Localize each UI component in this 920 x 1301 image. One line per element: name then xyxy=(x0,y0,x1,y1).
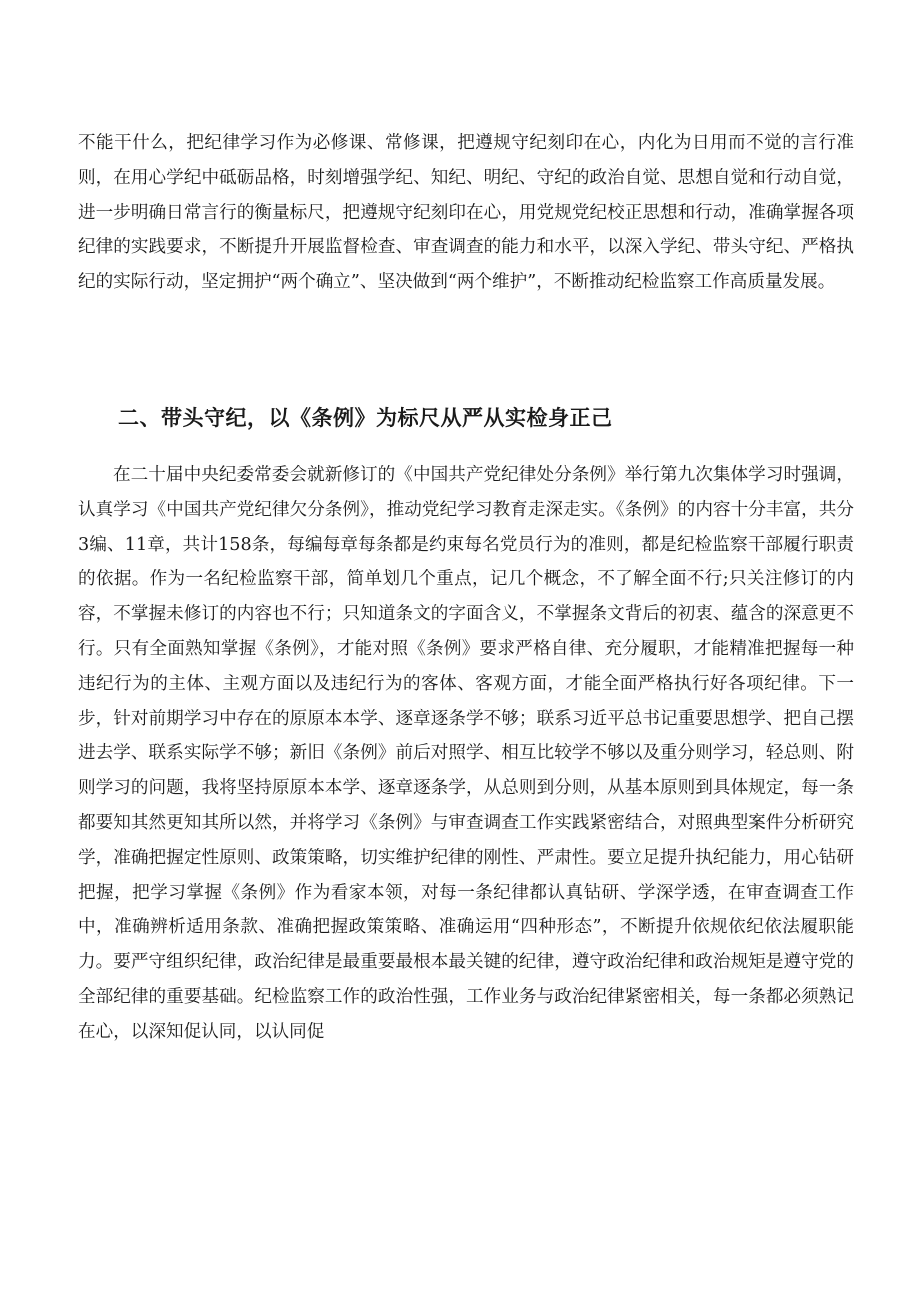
section-heading: 二、带头守纪，以《条例》为标尺从严从实检身正己 xyxy=(118,406,613,430)
body-paragraph: 在二十届中央纪委常委会就新修订的《中国共产党纪律处分条例》举行第九次集体学习时强调，认真学习《中国共产党纪律欠分条例》，推动党纪学习教育走深走实。《条例》的内容十分丰富，共分3编、11章，共计158条，每编每章每条都是约束每名党员行为的准则，都是纪检监察干部履行职责的依据。作为一名纪检监察干部，简单划几个重点，记几个概念，不了解全面不行;只关注修订的内容，不掌握未修订的内容也不行；只知道条文的字面含义，不掌握条文背后的初衷、蕴含的深意更不行。只有全面熟知掌握《条例》，才能对照《条例》要求严格自律、充分履职，才能精准把握每一种违纪行为的主体、主观方面以及违纪行为的客体、客观方面，才能全面严格执行好各项纪律。下一步，针对前期学习中存在的原原本本学、逐章逐条学不够；联系习近平总书记重要思想学、把自己摆进去学、联系实际学不够；新旧《条例》前后对照学、相互比较学不够以及重分则学习，轻总则、附则学习的问题，我将坚持原原本本学、逐章逐条学，从总则到分则，从基本原则到具体规定，每一条都要知其然更知其所以然，并将学习《条例》与审查调查工作实践紧密结合，对照典型案件分析研究学，准确把握定性原则、政策策略，切实维护纪律的刚性、严肃性。要立足提升执纪能力，用心钻研把握，把学习掌握《条例》作为看家本领，对每一条纪律都认真钻研、学深学透，在审查调查工作中，准确辨析适用条款、准确把握政策策略、准确运用“四种形态”，不断提升依规依纪依法履职能力。要严守组织纪律，政治纪律是最重要最根本最关键的纪律，遵守政治纪律和政治规矩是遵守党的全部纪律的重要基础。纪检监察工作的政治性强，工作业务与政治纪律紧密相关，每一条都必须熟记在心，以深知促认同，以认同促 xyxy=(78,465,854,1042)
body-paragraph: 不能干什么，把纪律学习作为必修课、常修课，把遵规守纪刻印在心，内化为日用而不觉的言行准则，在用心学纪中砥砺品格，时刻增强学纪、知纪、明纪、守纪的政治自觉、思想自觉和行动自觉，进一步明确日常言行的衡量标尺，把遵规守纪刻印在心，用党规党纪校正思想和行动，准确掌握各项纪律的实践要求，不断提升开展监督检查、审查调查的能力和水平，以深入学纪、带头守纪、严格执纪的实际行动，坚定拥护“两个确立”、坚决做到“两个维护”，不断推动纪检监察工作高质量发展。 xyxy=(78,133,854,293)
